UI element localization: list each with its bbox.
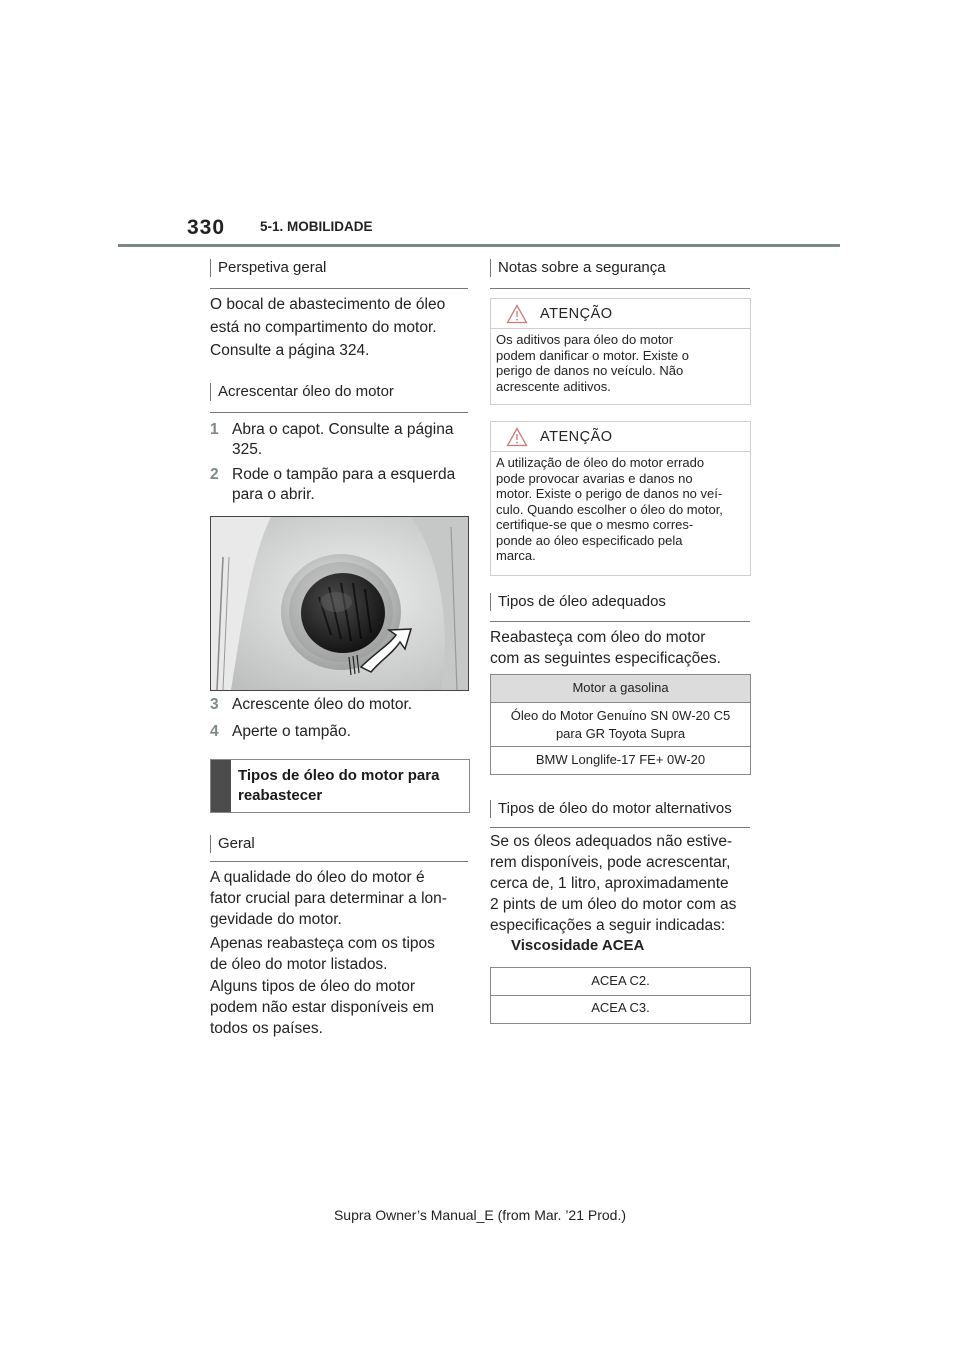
warning-1-line-4: acrescente aditivos. <box>496 378 611 394</box>
warning-triangle-icon <box>506 427 528 447</box>
warning-triangle-icon <box>506 304 528 324</box>
header-rule <box>118 244 840 247</box>
oil-cap-illustration <box>210 516 469 691</box>
warning-2-label: ATENÇÃO <box>540 429 613 445</box>
step-2-text: Rode o tampão para a esquerda para o abrir. <box>232 466 456 503</box>
general-text-3 <box>210 976 434 1039</box>
oil-cap-drawing <box>211 517 468 690</box>
warning-box-additives <box>490 298 751 405</box>
warning-2-line-7: marca. <box>496 548 536 563</box>
warning-2-line-3: motor. Existe o perigo de danos no veí- <box>496 486 723 501</box>
step-2-number: 2 <box>210 466 219 483</box>
step-2 <box>210 465 472 507</box>
suitable-line-2: com as seguintes especificações. <box>490 650 721 667</box>
footer-text: Supra Owner’s Manual_E (from Mar. ’21 Prod.) <box>333 1207 627 1223</box>
section-title: 5-1. MOBILIDADE <box>260 219 373 234</box>
step-1-text: Abra o capot. Consulte a página 325. <box>232 421 454 458</box>
table-row: ACEA C3. <box>491 995 750 1023</box>
general-text-1 <box>210 867 447 930</box>
step-4 <box>210 722 472 744</box>
page-number: 330 <box>187 216 226 239</box>
overview-line-1: O bocal de abastecimento de óleo <box>210 296 446 313</box>
heading-alternative-rule <box>490 827 750 828</box>
heading-suitable-rule <box>490 621 750 622</box>
general-3-line-1: Alguns tipos de óleo do motor <box>210 978 416 995</box>
general-2-line-1: Apenas reabasteça com os tipos <box>210 935 435 952</box>
warning-1-header <box>491 299 750 329</box>
warning-2-line-1: A utilização de óleo do motor errado <box>496 455 705 470</box>
heading-alternative-oils: Tipos de óleo do motor alternativos <box>490 800 732 818</box>
general-1-line-1: A qualidade do óleo do motor é <box>210 869 425 886</box>
step-1-number: 1 <box>210 421 219 438</box>
suitable-text <box>490 627 721 669</box>
table-row: ACEA C2. <box>591 973 650 988</box>
step-4-number: 4 <box>210 723 219 740</box>
warning-2-line-4: culo. Quando escolher o óleo do motor, <box>496 501 723 517</box>
step-1 <box>210 420 472 462</box>
heading-add-oil-rule <box>210 412 468 413</box>
heading-general-rule <box>210 861 468 862</box>
general-2-line-2: de óleo do motor listados. <box>210 956 388 973</box>
warning-2-header <box>491 422 750 452</box>
warning-1-line-1: Os aditivos para óleo do motor <box>496 332 674 347</box>
warning-1-label: ATENÇÃO <box>540 306 613 322</box>
general-3-line-3: todos os países. <box>210 1020 323 1037</box>
general-3-line-2: podem não estar disponíveis em <box>210 999 435 1016</box>
step-3 <box>210 695 472 717</box>
alt-line-4: 2 pints de um óleo do motor com as <box>490 896 737 913</box>
overview-line-2: está no compartimento do motor. <box>210 319 437 336</box>
step-3-number: 3 <box>210 696 219 713</box>
heading-suitable-oils: Tipos de óleo adequados <box>490 593 666 611</box>
table-cell-line-1: Óleo do Motor Genuíno SN 0W-20 C5 <box>510 708 731 723</box>
heading-safety: Notas sobre a segurança <box>490 259 666 277</box>
alt-line-2: rem disponíveis, pode acrescentar, <box>490 854 731 871</box>
warning-1-text <box>491 329 750 394</box>
general-1-line-3: gevidade do motor. <box>210 911 342 928</box>
suitable-oils-table <box>490 674 751 775</box>
warning-2-line-6: ponde ao óleo especificado pela <box>496 532 683 548</box>
general-text-2 <box>210 933 435 975</box>
alt-line-1: Se os óleos adequados não estive- <box>490 833 733 850</box>
heading-safety-rule <box>490 288 750 289</box>
acea-table <box>490 967 751 1024</box>
warning-2-line-5: certifique-se que o mesmo corres- <box>496 517 694 532</box>
step-3-text: Acrescente óleo do motor. <box>232 696 413 713</box>
warning-box-wrong-oil <box>490 421 751 576</box>
overview-line-3: Consulte a página 324. <box>210 342 370 359</box>
heading-general: Geral <box>210 835 255 853</box>
viscosity-label: Viscosidade ACEA <box>511 937 645 954</box>
warning-2-line-2: pode provocar avarias e danos no <box>496 470 693 486</box>
table-cell-line-2: para GR Toyota Supra <box>555 726 686 741</box>
heading-overview-rule <box>210 288 468 289</box>
heading-overview: Perspetiva geral <box>210 259 326 277</box>
warning-2-text <box>491 452 750 564</box>
general-1-line-2: fator crucial para determinar a lon- <box>210 890 447 907</box>
alt-line-5: especificações a seguir indicadas: <box>490 917 726 934</box>
alternative-text <box>490 831 736 936</box>
heading-oil-types <box>210 759 470 813</box>
heading-oil-types-text: Tipos de óleo do motor para reabastecer <box>238 767 440 804</box>
warning-1-line-2: podem danificar o motor. Existe o <box>496 347 689 363</box>
table-row <box>491 702 750 746</box>
table-row: BMW Longlife-17 FE+ 0W-20 <box>491 746 750 774</box>
warning-1-line-3: perigo de danos no veículo. Não <box>496 363 684 378</box>
suitable-line-1: Reabasteça com óleo do motor <box>490 629 706 646</box>
heading-oil-types-bar <box>211 760 231 812</box>
alt-line-3: cerca de, 1 litro, aproximadamente <box>490 875 729 892</box>
overview-text <box>210 293 445 362</box>
heading-add-oil: Acrescentar óleo do motor <box>210 383 394 401</box>
step-4-text: Aperte o tampão. <box>232 723 351 740</box>
table-header: Motor a gasolina <box>491 675 750 702</box>
